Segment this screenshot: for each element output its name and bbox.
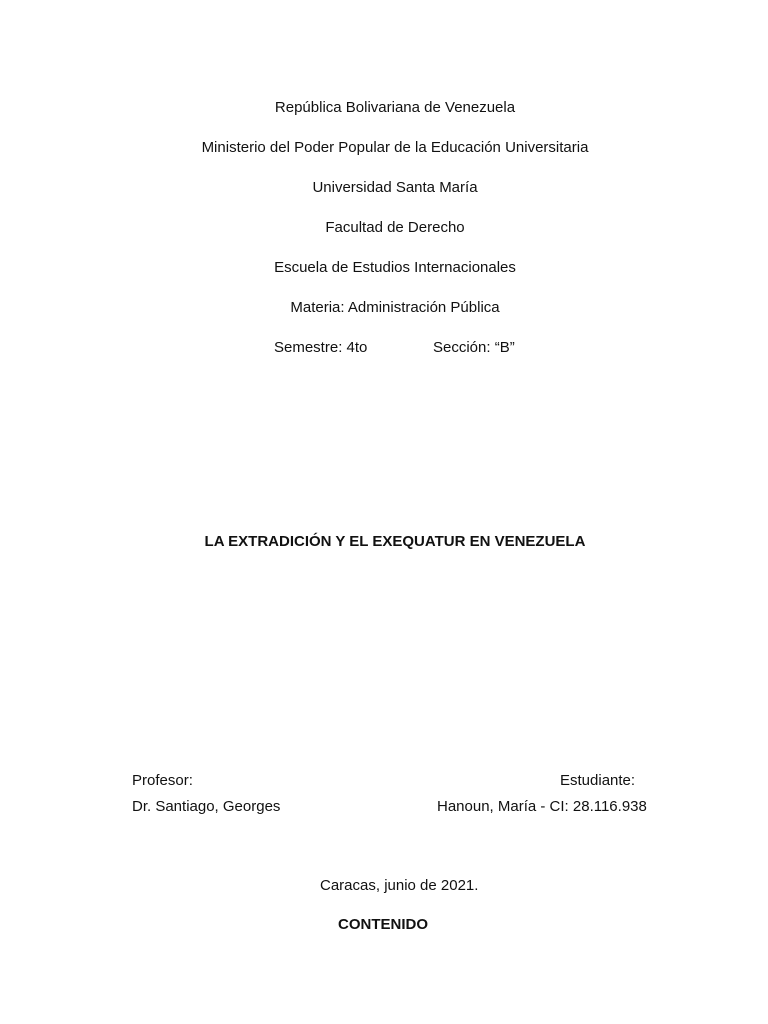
school-line: Escuela de Estudios Internacionales <box>274 259 516 276</box>
professor-name: Dr. Santiago, Georges <box>132 798 281 815</box>
section-text: Sección: “B” <box>433 339 515 356</box>
place-date: Caracas, junio de 2021. <box>320 877 479 894</box>
ministry-line: Ministerio del Poder Popular de la Educación Universitaria <box>201 139 589 156</box>
semester-text: Semestre: 4to <box>274 339 368 356</box>
document-title: LA EXTRADICIÓN Y EL EXEQUATUR EN VENEZUELA <box>204 533 586 550</box>
professor-label: Profesor: <box>132 772 193 789</box>
country-line: República Bolivariana de Venezuela <box>274 99 516 116</box>
contents-heading: CONTENIDO <box>338 916 428 933</box>
student-name: Hanoun, María - CI: 28.116.938 <box>437 798 647 815</box>
student-label: Estudiante: <box>560 772 636 789</box>
subject-line: Materia: Administración Pública <box>290 299 500 316</box>
faculty-line: Facultad de Derecho <box>325 219 465 236</box>
university-line: Universidad Santa María <box>312 179 478 196</box>
